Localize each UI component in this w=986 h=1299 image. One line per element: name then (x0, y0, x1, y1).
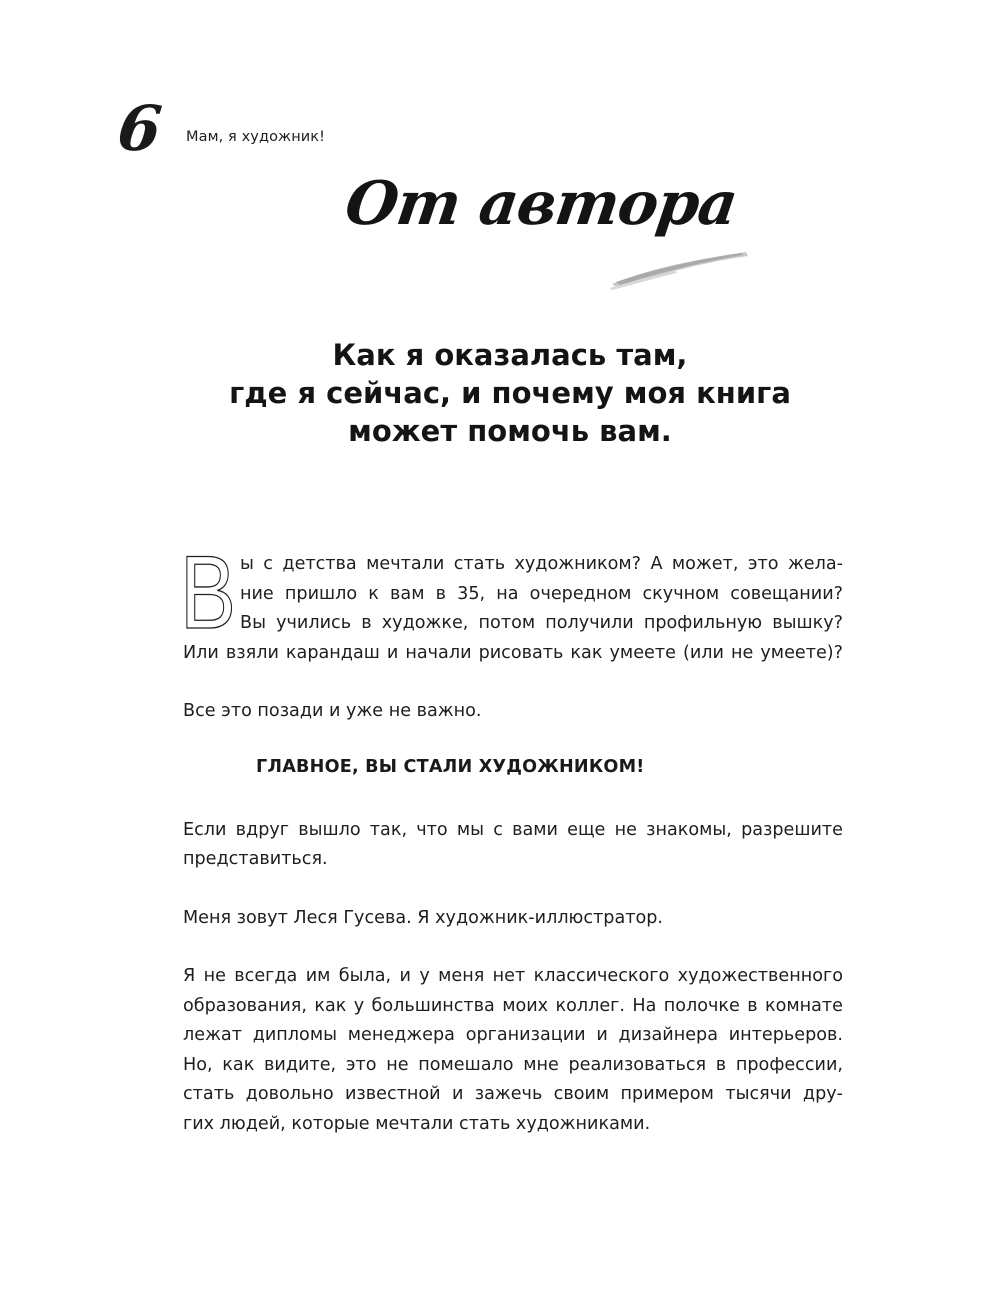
chapter-title: От автора (341, 169, 742, 239)
subtitle-line: Как я оказалась там, (332, 338, 688, 372)
intro-paragraph (183, 550, 843, 668)
text-line: образования, как у большинства моих коллег. На полочке в комнате (183, 995, 843, 1016)
text-line: Я не всегда им была, и у меня нет классического художественного (183, 966, 843, 986)
chapter-subtitle (120, 336, 900, 450)
text-line: гих людей, которые мечтали стать художниками. (183, 1113, 651, 1134)
text-line: Все это позади и уже не важно. (183, 701, 482, 721)
text-line: Если вдруг вышло так, что мы с вами еще не знакомы, разрешите (183, 819, 843, 840)
running-head: Мам, я художник! (186, 129, 326, 145)
page-number: 6 (114, 92, 166, 165)
subtitle-line: может помочь вам. (348, 414, 672, 448)
drop-cap-letter: В (180, 535, 236, 651)
text-line: Но, как видите, это не помешало мне реализоваться в профессии, (183, 1054, 843, 1075)
brush-stroke-decoration (606, 244, 752, 292)
subtitle-line: где я сейчас, и почему моя книга (229, 376, 791, 410)
past-paragraph (183, 697, 843, 727)
name-paragraph (183, 904, 843, 934)
story-paragraph (183, 962, 843, 1139)
text-line: лежат дипломы менеджера организации и дизайнера интерьеров. (183, 1025, 843, 1045)
meet-paragraph (183, 816, 843, 875)
text-line: Вы учились в художке, потом получили профильную вышку? (240, 613, 843, 633)
text-line: стать довольно известной и зажечь своим примером тысячи дру- (183, 1084, 843, 1104)
text-line: ние пришло к вам в 35, на очередном скучном совещании? (240, 583, 843, 604)
emphasis-heading: ГЛАВНОЕ, ВЫ СТАЛИ ХУДОЖНИКОМ! (256, 757, 645, 777)
text-line: представиться. (183, 849, 328, 869)
text-line: Меня зовут Леся Гусева. Я художник-иллюстратор. (183, 907, 664, 928)
text-line: ы с детства мечтали стать художником? А может, это жела- (240, 554, 843, 574)
body-text (183, 550, 843, 1139)
chapter-title-block (340, 168, 760, 298)
text-line: Или взяли карандаш и начали рисовать как умеете (или не умеете)? (183, 642, 843, 663)
